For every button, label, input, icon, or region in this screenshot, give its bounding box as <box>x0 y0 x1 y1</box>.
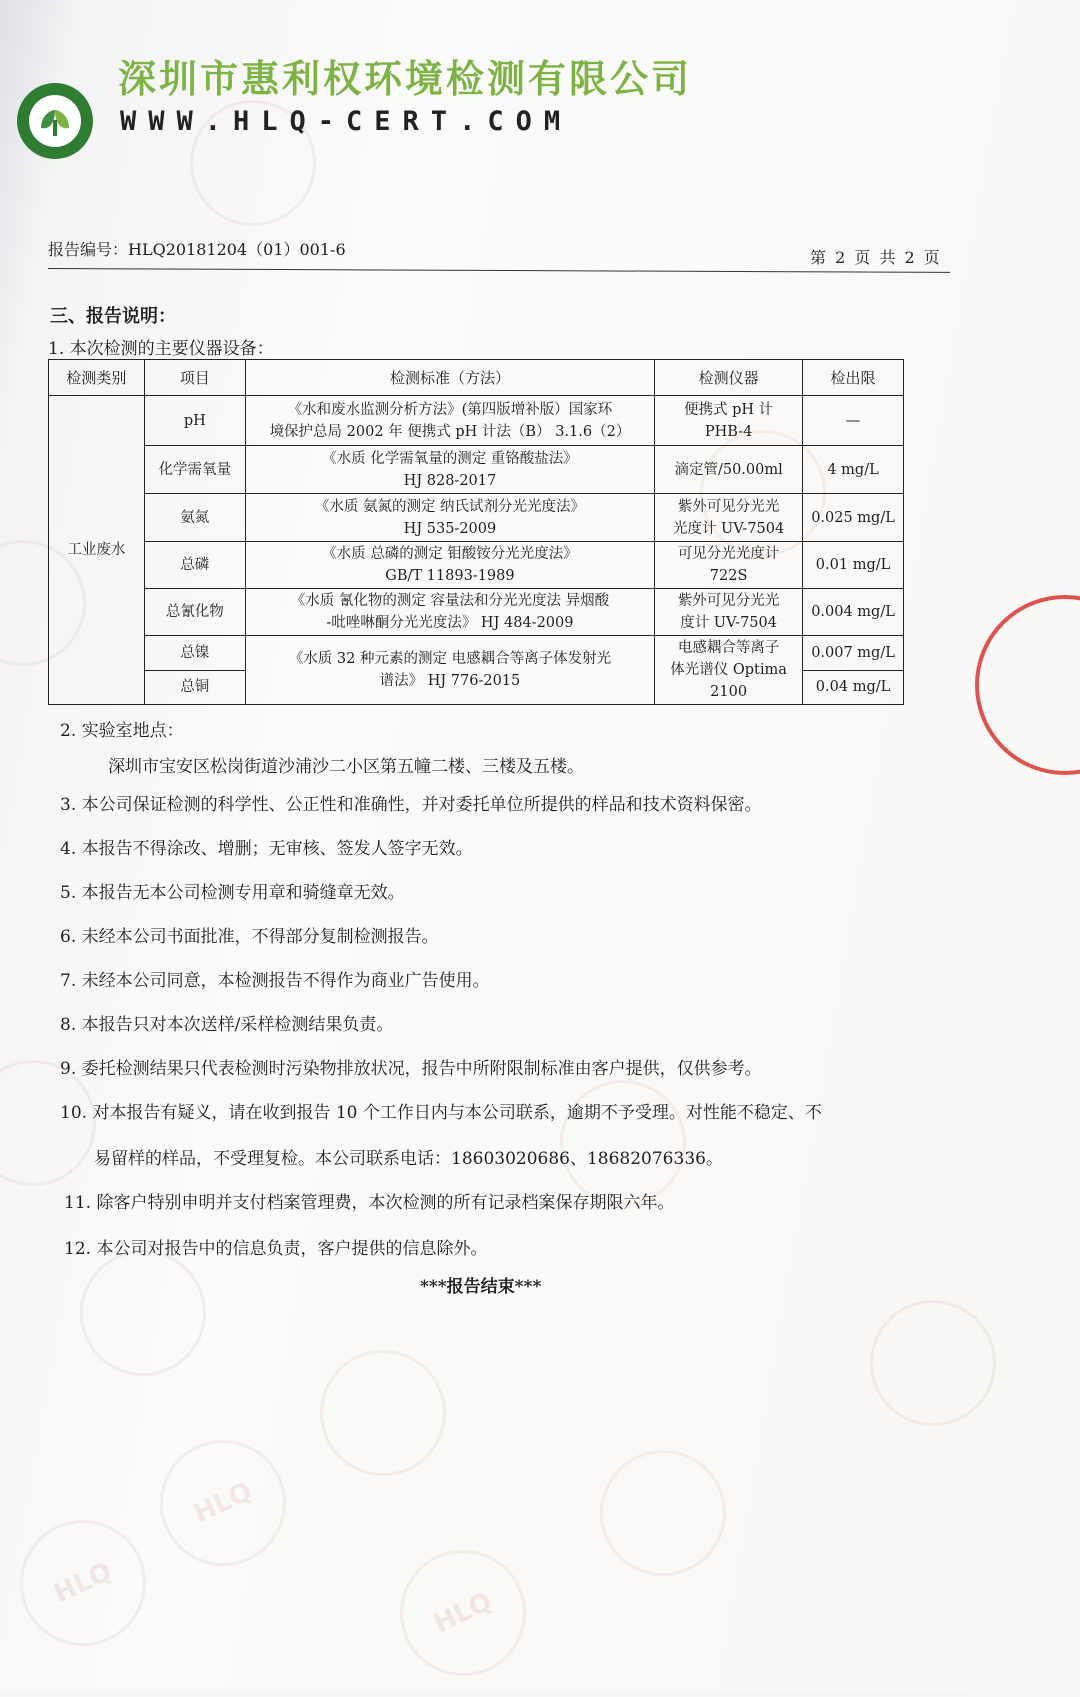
table-row <box>49 446 904 494</box>
note-item-1: 1. 本次检测的主要仪器设备： <box>48 339 274 359</box>
table-header-row <box>49 360 904 396</box>
item-cell: 总铜 <box>144 670 245 705</box>
watermark-seal: HLQ <box>379 1529 546 1696</box>
note-item-9: 9. 委托检测结果只代表检测时污染物排放状况，报告中所附限制标准由客户提供，仅供参考。 <box>60 1059 762 1079</box>
table-header-cell: 检测类别 <box>49 360 145 396</box>
instrument-cell: 便携式 pH 计 PHB-4 <box>655 396 803 446</box>
limit-cell: 0.01 mg/L <box>803 542 904 589</box>
standard-cell: 《水和废水监测分析方法》(第四版增补版）国家环 境保护总局 2002 年 便携式 pH 计法（B） 3.1.6（2） <box>245 396 654 446</box>
table-header-cell: 项目 <box>144 360 245 396</box>
lab-address: 深圳市宝安区松岗街道沙浦沙二小区第五幢二楼、三楼及五楼。 <box>108 757 584 777</box>
instrument-cell: 电感耦合等离子 体光谱仪 Optima 2100 <box>655 636 803 705</box>
table-row <box>49 589 904 636</box>
note-item-6: 6. 未经本公司书面批准，不得部分复制检测报告。 <box>60 927 439 947</box>
watermark-seal <box>579 1429 746 1596</box>
note-item-2: 2. 实验室地点： <box>60 721 184 741</box>
note-item-11: 11. 除客户特别申明并支付档案管理费，本次检测的所有记录档案保存期限六年。 <box>64 1193 675 1213</box>
company-logo-icon <box>14 80 96 162</box>
watermark-seal: HLQ <box>139 1419 306 1586</box>
table-header-cell: 检测标准（方法） <box>245 360 654 396</box>
item-cell: 总氰化物 <box>144 589 245 636</box>
note-item-10: 10. 对本报告有疑义，请在收到报告 10 个工作日内与本公司联系，逾期不予受理。对性能不稳定、不 <box>60 1103 822 1123</box>
equipment-table <box>48 359 904 705</box>
note-item-12: 12. 本公司对报告中的信息负责，客户提供的信息除外。 <box>64 1239 488 1259</box>
table-row <box>49 396 904 446</box>
standard-cell: 《水质 氨氮的测定 纳氏试剂分光光度法》 HJ 535-2009 <box>245 494 654 542</box>
instrument-cell: 紫外可见分光光 度计 UV-7504 <box>655 589 803 636</box>
company-website: WWW.HLQ-CERT.COM <box>120 106 573 137</box>
report-number: 报告编号：HLQ20181204（01）001-6 <box>48 240 346 259</box>
table-header-cell: 检测仪器 <box>655 360 803 396</box>
note-item-3: 3. 本公司保证检测的科学性、公正性和准确性，并对委托单位所提供的样品和技术资料保密。 <box>60 795 762 815</box>
watermark-seal <box>299 1329 466 1496</box>
table-row <box>49 542 904 589</box>
section-title: 三、报告说明： <box>50 306 176 327</box>
report-end-mark: ***报告结束*** <box>420 1277 542 1297</box>
instrument-cell: 可见分光光度计 722S <box>655 542 803 589</box>
item-cell: 化学需氧量 <box>144 446 245 494</box>
limit-cell: 0.04 mg/L <box>803 670 904 705</box>
standard-cell: 《水质 化学需氧量的测定 重铬酸盐法》 HJ 828-2017 <box>245 446 654 494</box>
watermark-seal <box>849 1279 1016 1446</box>
item-cell: 总镍 <box>144 636 245 671</box>
table-row <box>49 636 904 671</box>
item-cell: 氨氮 <box>144 494 245 542</box>
note-item-10-continued: 易留样的样品，不受理复检。本公司联系电话：18603020686、18682076336。 <box>94 1149 723 1169</box>
company-name: 深圳市惠利权环境检测有限公司 <box>118 57 693 101</box>
header-divider <box>48 268 950 273</box>
instrument-cell: 紫外可见分光光 光度计 UV-7504 <box>655 494 803 542</box>
watermark-seal <box>169 79 336 246</box>
note-item-4: 4. 本报告不得涂改、增删；无审核、签发人签字无效。 <box>60 839 473 859</box>
note-item-8: 8. 本报告只对本次送样/采样检测结果负责。 <box>60 1015 394 1035</box>
standard-cell: 《水质 32 种元素的测定 电感耦合等离子体发射光 谱法》 HJ 776-2015 <box>245 636 654 705</box>
limit-cell: 0.004 mg/L <box>803 589 904 636</box>
item-cell: pH <box>144 396 245 446</box>
table-header-cell: 检出限 <box>803 360 904 396</box>
watermark-seal: HLQ <box>0 1499 167 1666</box>
standard-cell: 《水质 总磷的测定 钼酸铵分光光度法》 GB/T 11893-1989 <box>245 542 654 589</box>
category-cell: 工业废水 <box>49 396 145 705</box>
limit-cell: 0.007 mg/L <box>803 636 904 671</box>
limit-cell: 4 mg/L <box>803 446 904 494</box>
limit-cell: 0.025 mg/L <box>803 494 904 542</box>
limit-cell: — <box>803 396 904 446</box>
standard-cell: 《水质 氰化物的测定 容量法和分光光度法 异烟酸 -吡唑啉酮分光光度法》 HJ 484-2009 <box>245 589 654 636</box>
instrument-cell: 滴定管/50.00ml <box>655 446 803 494</box>
note-item-5: 5. 本报告无本公司检测专用章和骑缝章无效。 <box>60 883 405 903</box>
company-seal-icon <box>970 590 1080 780</box>
table-row <box>49 494 904 542</box>
page-count: 第 2 页 共 2 页 <box>810 248 942 267</box>
item-cell: 总磷 <box>144 542 245 589</box>
note-item-7: 7. 未经本公司同意，本检测报告不得作为商业广告使用。 <box>60 971 490 991</box>
